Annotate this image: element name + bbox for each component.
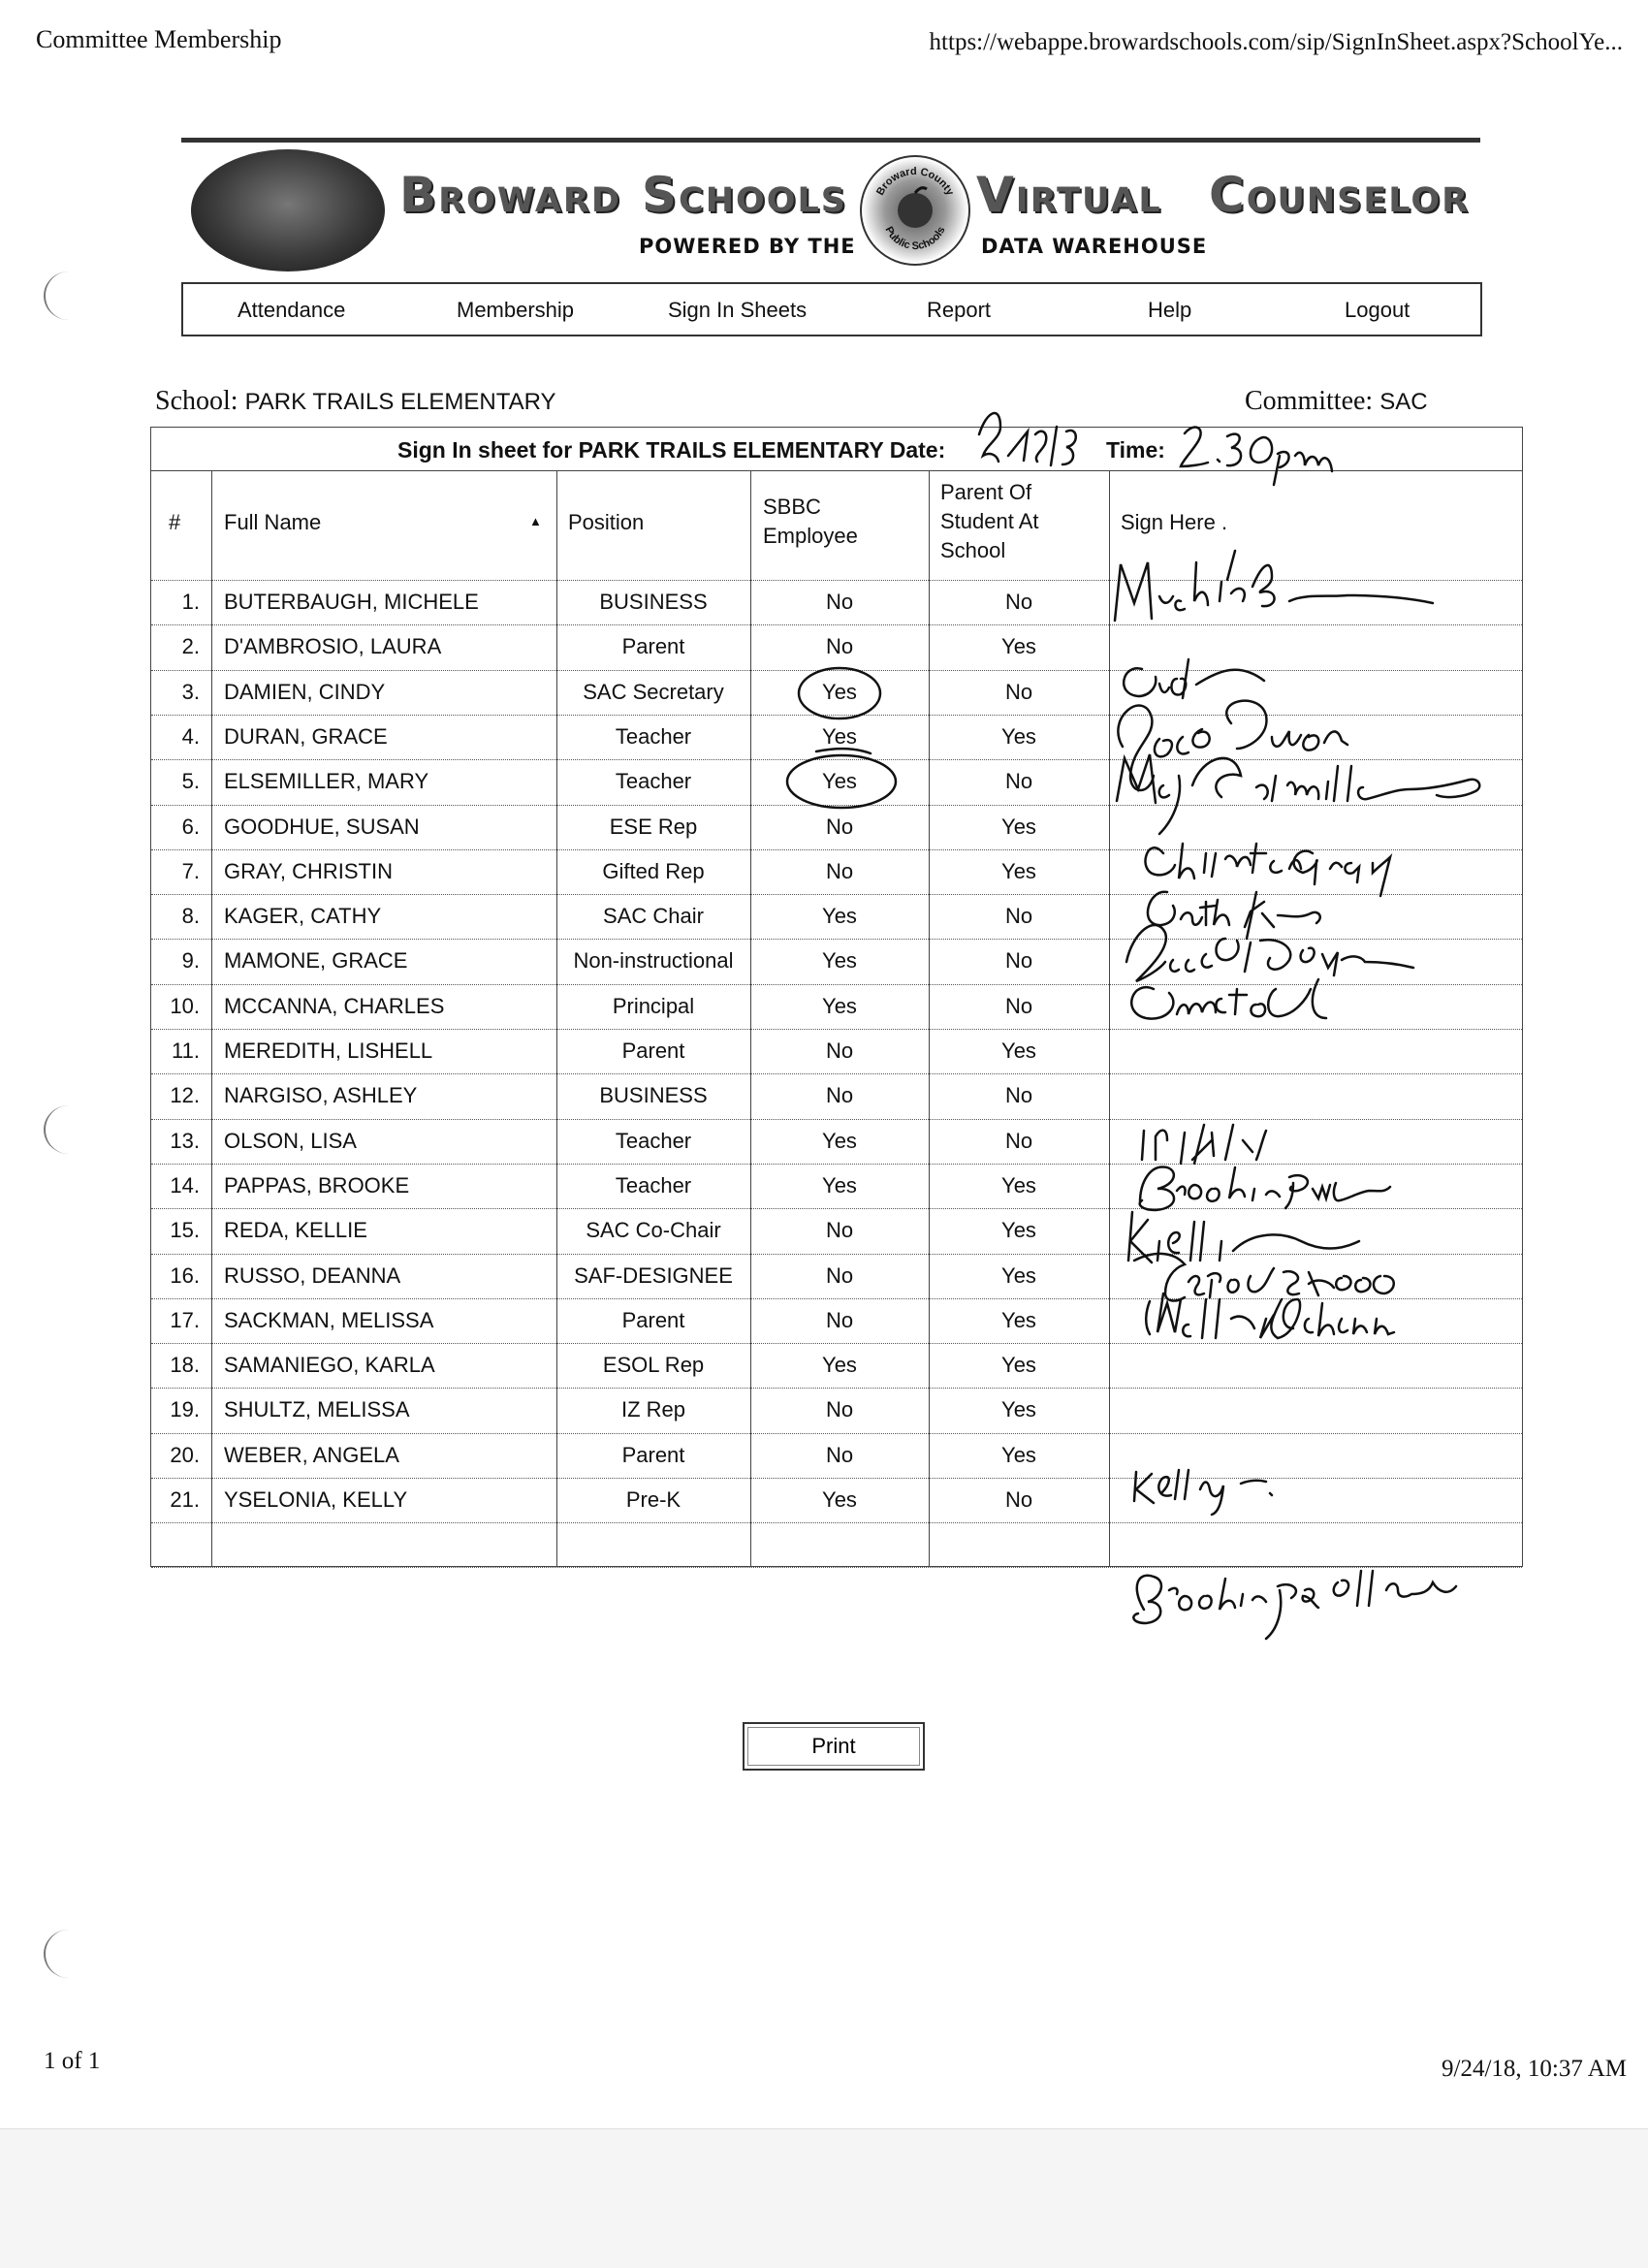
member-name: MAMONE, GRACE: [224, 948, 408, 974]
member-position: Teacher: [615, 723, 692, 749]
row-number: 17.: [170, 1307, 200, 1332]
parent-value: Yes: [1001, 1353, 1036, 1378]
svg-text:Public Schools: Public Schools: [882, 224, 948, 253]
parent-value: Yes: [1001, 1442, 1036, 1467]
member-position: Pre-K: [625, 1487, 681, 1512]
signature-row10: [1131, 979, 1326, 1019]
sbbc-employee-value: No: [825, 1038, 854, 1063]
row-number: 14.: [170, 1172, 200, 1198]
member-name: GRAY, CHRISTIN: [224, 858, 393, 883]
sbbc-employee-value: Yes: [822, 769, 857, 794]
member-position: Teacher: [615, 1172, 692, 1198]
member-position: Teacher: [615, 769, 692, 794]
sbbc-employee-value: No: [825, 634, 854, 659]
sbbc-employee-value: Yes: [822, 723, 857, 749]
row-number: 2.: [181, 634, 200, 659]
sbbc-employee-value: No: [825, 1262, 854, 1288]
row-number: 12.: [170, 1083, 200, 1108]
member-position: Parent: [621, 634, 685, 659]
row-number: 16.: [170, 1262, 200, 1288]
member-position: Gifted Rep: [602, 858, 705, 883]
sbbc-employee-value: Yes: [822, 1128, 857, 1153]
row-number: 19.: [170, 1397, 200, 1422]
signature-row1: [1115, 551, 1433, 621]
school-name: PARK TRAILS ELEMENTARY: [244, 389, 556, 415]
sbbc-employee-value: Yes: [822, 993, 857, 1018]
committee-name: SAC: [1379, 389, 1428, 415]
header-sbbc-line1: SBBC: [763, 495, 821, 519]
member-name: MEREDITH, LISHELL: [224, 1038, 433, 1063]
member-name: MCCANNA, CHARLES: [224, 993, 445, 1018]
member-name: YSELONIA, KELLY: [224, 1487, 408, 1512]
header-parent-line1: Parent Of: [940, 480, 1032, 504]
member-name: D'AMBROSIO, LAURA: [224, 634, 442, 659]
parent-value: No: [1004, 1083, 1033, 1108]
signature-row7: [1146, 844, 1390, 896]
row-number: 11.: [172, 1038, 200, 1063]
school-label: School:: [155, 386, 238, 416]
member-name: GOODHUE, SUSAN: [224, 814, 420, 839]
member-name: SAMANIEGO, KARLA: [224, 1353, 435, 1378]
parent-value: Yes: [1001, 1307, 1036, 1332]
member-position: Principal: [612, 993, 695, 1018]
member-name: SHULTZ, MELISSA: [224, 1397, 410, 1422]
sbbc-employee-value: No: [825, 590, 854, 614]
time-label: Time:: [1106, 437, 1165, 463]
brand-word-virtual: Virtual: [976, 167, 1162, 223]
print-button[interactable]: Print: [743, 1722, 925, 1771]
signature-row14: [1140, 1166, 1390, 1210]
member-position: ESE Rep: [609, 814, 698, 839]
handwritten-date: [979, 413, 1076, 465]
brand-word-broward: Broward: [399, 167, 621, 223]
sbbc-employee-value: Yes: [822, 1172, 857, 1198]
member-name: REDA, KELLIE: [224, 1218, 367, 1243]
member-name: NARGISO, ASHLEY: [224, 1083, 418, 1108]
sbbc-employee-value: Yes: [822, 904, 857, 929]
parent-value: Yes: [1001, 858, 1036, 883]
member-name: DAMIEN, CINDY: [224, 679, 386, 704]
header-full-name[interactable]: Full Name: [224, 510, 322, 534]
sbbc-employee-value: No: [825, 1307, 854, 1332]
parent-value: No: [1004, 769, 1033, 794]
row-number: 5.: [181, 769, 200, 794]
member-position: SAC Chair: [603, 904, 704, 929]
page-url: https://webappe.browardschools.com/sip/SignInSheet.aspx?SchoolYe...: [929, 29, 1623, 55]
parent-value: Yes: [1001, 814, 1036, 839]
member-name: BUTERBAUGH, MICHELE: [224, 590, 479, 614]
row-number: 15.: [170, 1218, 200, 1243]
member-position: SAC Co-Chair: [586, 1218, 721, 1243]
signature-row5: [1117, 754, 1479, 834]
yes-underline-row4: [816, 749, 871, 753]
member-position: Non-instructional: [573, 948, 734, 974]
row-number: 18.: [170, 1353, 200, 1378]
signature-bottom: [1133, 1571, 1456, 1639]
member-position: Parent: [621, 1038, 685, 1063]
sbbc-employee-value: No: [825, 858, 854, 883]
signature-row13: [1142, 1125, 1266, 1164]
svg-text:Broward County: Broward County: [874, 165, 956, 198]
page-count: 1 of 1: [44, 2048, 101, 2074]
parent-value: No: [1004, 904, 1033, 929]
header-parent-line2: Student At: [940, 509, 1039, 533]
row-number: 21.: [170, 1487, 200, 1512]
member-position: Teacher: [615, 1128, 692, 1153]
member-name: OLSON, LISA: [224, 1128, 357, 1153]
data-warehouse-label: DATA WAREHOUSE: [981, 235, 1208, 258]
row-number: 4.: [181, 723, 200, 749]
member-name: RUSSO, DEANNA: [224, 1262, 401, 1288]
parent-value: Yes: [1001, 1397, 1036, 1422]
signature-row16: [1134, 1254, 1394, 1301]
header-position: Position: [568, 510, 645, 534]
parent-value: No: [1004, 993, 1033, 1018]
member-name: KAGER, CATHY: [224, 904, 382, 929]
header-parent-line3: School: [940, 538, 1006, 562]
header-sbbc-line2: Employee: [763, 524, 858, 548]
sbbc-employee-value: No: [825, 1397, 854, 1422]
member-position: Parent: [621, 1307, 685, 1332]
sbbc-employee-value: Yes: [822, 679, 857, 704]
parent-value: Yes: [1001, 634, 1036, 659]
parent-value: No: [1004, 679, 1033, 704]
sheet-title: Sign In sheet for PARK TRAILS ELEMENTARY Date:: [397, 437, 946, 463]
print-timestamp: 9/24/18, 10:37 AM: [1442, 2056, 1627, 2082]
powered-by-label: POWERED BY THE: [639, 235, 856, 258]
parent-value: Yes: [1001, 723, 1036, 749]
row-number: 7.: [181, 858, 200, 883]
header-sign-here: Sign Here .: [1121, 510, 1228, 534]
handwritten-time: [1181, 428, 1332, 485]
nav-help[interactable]: Help: [1148, 298, 1192, 322]
parent-value: No: [1004, 590, 1033, 614]
sbbc-employee-value: No: [825, 1218, 854, 1243]
row-number: 6.: [181, 814, 200, 839]
parent-value: Yes: [1001, 1038, 1036, 1063]
member-position: ESOL Rep: [602, 1353, 705, 1378]
sbbc-employee-value: Yes: [822, 1353, 857, 1378]
header-num: #: [169, 510, 181, 534]
row-number: 1.: [181, 590, 200, 614]
row-number: 20.: [170, 1442, 200, 1467]
member-position: SAF-DESIGNEE: [574, 1262, 733, 1288]
signature-row3: [1124, 659, 1264, 698]
parent-value: Yes: [1001, 1172, 1036, 1198]
member-name: ELSEMILLER, MARY: [224, 769, 429, 794]
member-position: BUSINESS: [599, 1083, 708, 1108]
member-position: Parent: [621, 1442, 685, 1467]
sort-ascending-icon[interactable]: ▲: [529, 514, 542, 528]
parent-value: Yes: [1001, 1262, 1036, 1288]
parent-value: No: [1004, 1487, 1033, 1512]
sbbc-employee-value: No: [825, 1083, 854, 1108]
member-name: PAPPAS, BROOKE: [224, 1172, 410, 1198]
yes-circle-row5: [787, 755, 896, 808]
member-position: BUSINESS: [599, 590, 708, 614]
signature-row9: [1126, 925, 1413, 981]
member-position: IZ Rep: [620, 1397, 686, 1422]
nav-membership[interactable]: Membership: [457, 298, 575, 322]
sbbc-employee-value: Yes: [822, 948, 857, 974]
row-number: 8.: [181, 904, 200, 929]
parent-value: No: [1004, 1128, 1033, 1153]
sbbc-employee-value: No: [825, 1442, 854, 1467]
signature-row21: [1134, 1470, 1272, 1515]
brand-word-schools: Schools: [642, 167, 848, 223]
nav-sign-in-sheets[interactable]: Sign In Sheets: [668, 298, 808, 322]
member-name: SACKMAN, MELISSA: [224, 1307, 434, 1332]
sbbc-employee-value: Yes: [822, 1487, 857, 1512]
row-number: 3.: [181, 679, 200, 704]
member-position: SAC Secretary: [583, 679, 724, 704]
row-number: 13.: [170, 1128, 200, 1153]
sbbc-employee-value: No: [825, 814, 854, 839]
row-number: 9.: [181, 948, 200, 974]
parent-value: Yes: [1001, 1218, 1036, 1243]
signature-row17: [1146, 1294, 1394, 1338]
nav-report[interactable]: Report: [927, 298, 992, 322]
parent-value: No: [1004, 948, 1033, 974]
row-number: 10.: [170, 993, 200, 1018]
committee-label: Committee:: [1245, 386, 1374, 416]
nav-logout[interactable]: Logout: [1345, 298, 1410, 322]
page-title: Committee Membership: [36, 25, 282, 53]
brand-word-counselor: Counselor: [1209, 167, 1471, 223]
yes-circle-row3: [799, 668, 880, 719]
nav-attendance[interactable]: Attendance: [238, 298, 346, 322]
member-name: DURAN, GRACE: [224, 723, 388, 749]
signature-row8: [1148, 892, 1320, 939]
member-name: WEBER, ANGELA: [224, 1442, 399, 1467]
